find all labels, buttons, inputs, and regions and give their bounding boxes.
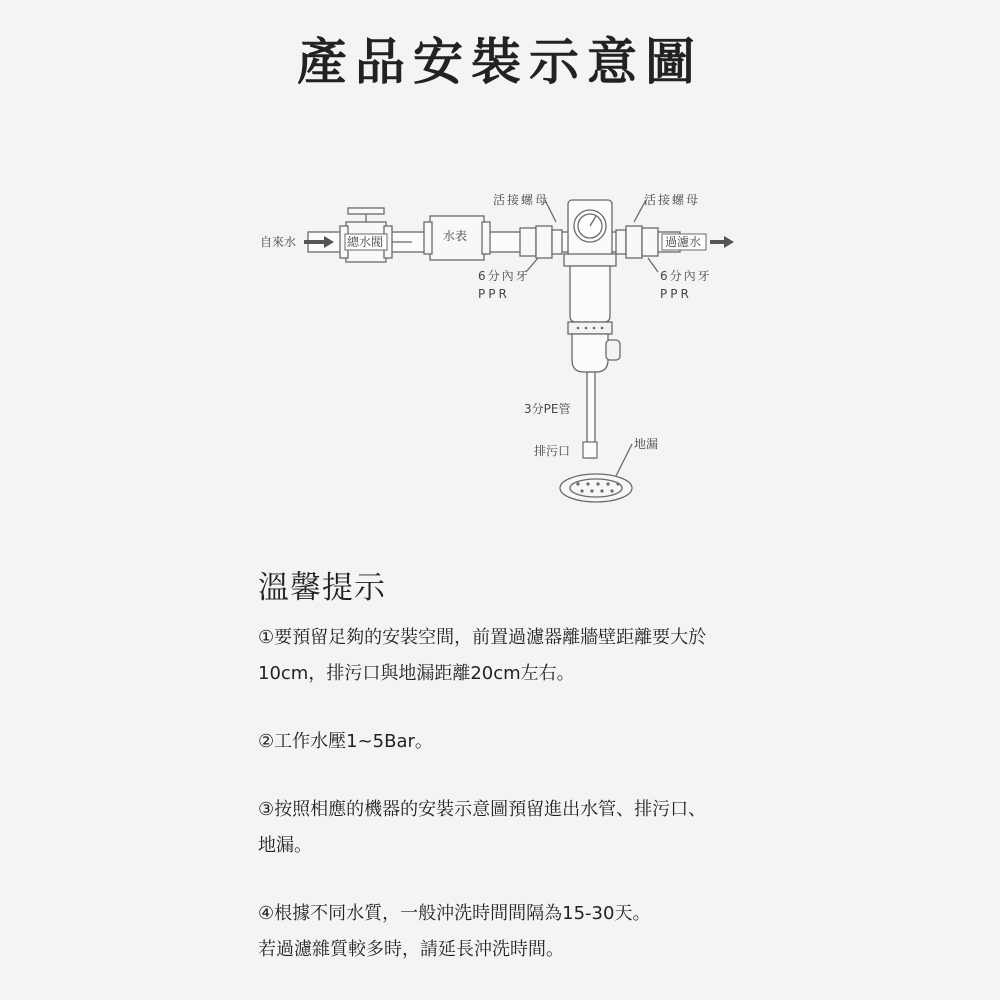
pressure-gauge-icon: [568, 200, 612, 256]
label-thread-right-2: PPR: [660, 287, 692, 301]
tip-item: [258, 724, 818, 760]
tip-line: ②工作水壓1~5Bar。: [258, 731, 433, 752]
label-thread-left-2: PPR: [478, 287, 510, 301]
label-main-valve: 總水閥: [347, 235, 384, 249]
tip-line: 地漏。: [258, 835, 312, 856]
tip-line: ③按照相應的機器的安裝示意圖預留進出水管、排污口、: [258, 799, 707, 820]
drain-outlet-marker: [583, 442, 597, 458]
label-drain-outlet: 排污口: [534, 444, 571, 458]
arrow-right-icon: [710, 236, 734, 248]
tip-item: [258, 896, 818, 968]
page-title: 產品安裝示意圖: [297, 33, 703, 91]
label-union-nut-right: 活接螺母: [644, 193, 701, 207]
label-thread-left-1: 6分內牙: [478, 269, 530, 283]
tip-line: 若過濾雜質較多時，請延長沖洗時間。: [258, 939, 564, 960]
label-union-nut-left: 活接螺母: [493, 193, 550, 207]
tips-list: [258, 620, 818, 1000]
label-tap-water: 自來水: [260, 235, 297, 249]
tip-line: ①要預留足夠的安裝空間，前置過濾器離牆壁距離要大於: [258, 627, 707, 648]
label-thread-right-1: 6分內牙: [660, 269, 712, 283]
tip-line: 10cm，排污口與地漏距離20cm左右。: [258, 663, 575, 684]
label-floor-drain: 地漏: [634, 437, 659, 451]
label-pe-pipe: 3分PE管: [524, 402, 571, 416]
label-filtered-water: 過濾水: [665, 235, 702, 249]
tip-item: [258, 620, 818, 692]
floor-drain-icon: [560, 474, 632, 502]
tip-item: [258, 792, 818, 864]
label-water-meter: 水表: [443, 229, 468, 243]
tip-line: ④根據不同水質，一般沖洗時間間隔為15-30天。: [258, 903, 651, 924]
tips-heading: 溫馨提示: [258, 570, 386, 606]
filter-housing-icon: [564, 254, 620, 372]
